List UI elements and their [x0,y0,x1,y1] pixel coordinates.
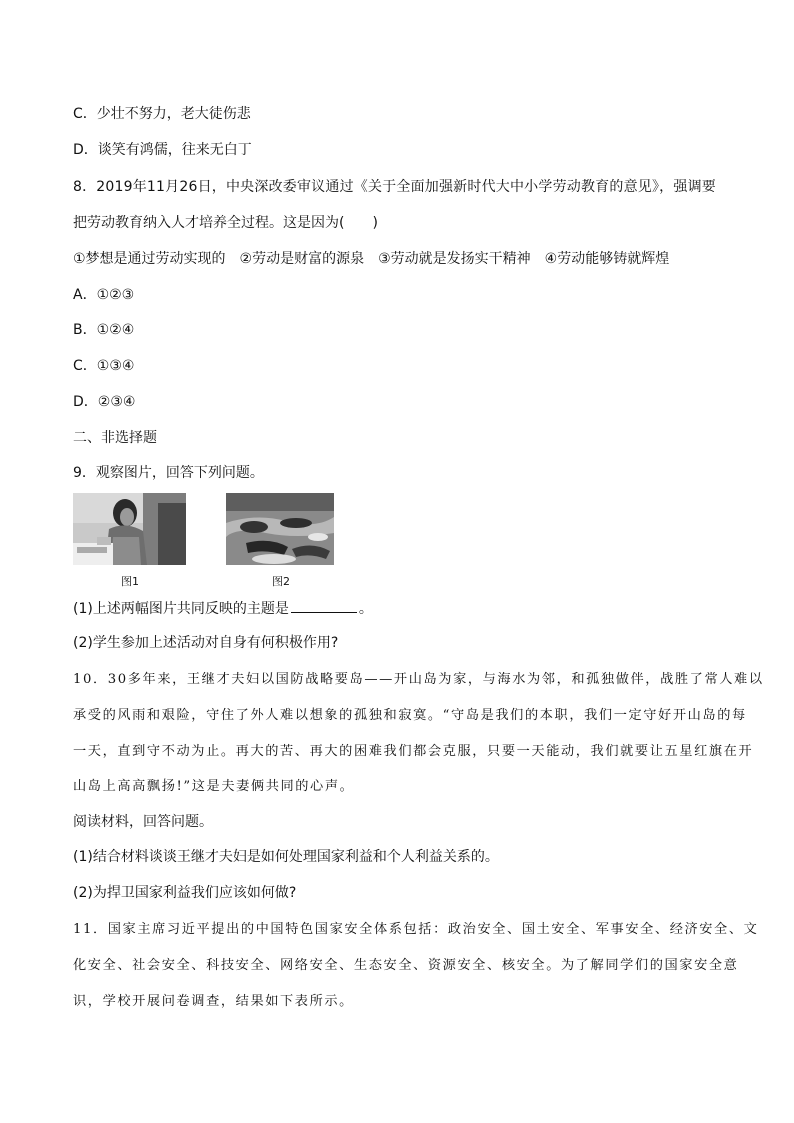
q10-para-line3: 一天，直到守不动为止。再大的苦、再大的困难我们都会克服，只要一天能动，我们就要让五星红旗在开 [73,744,754,759]
figure-2-photo [226,493,334,565]
answer-blank[interactable] [291,598,357,613]
figure-1-photo [73,493,186,565]
q11-para-line2: 化安全、社会安全、科技安全、网络安全、生态安全、资源安全、核安全。为了解同学们的国家安全意 [73,958,739,973]
q9-sub1-end: 。 [358,601,373,617]
q10-sub1: (1)结合材料谈谈王继才夫妇是如何处理国家利益和个人利益关系的。 [73,849,499,865]
q8-stem-line2: 把劳动教育纳入人才培养全过程。这是因为( ) [73,215,378,231]
q10-para-line4: 山岛上高高飘扬!”这是夫妻俩共同的心声。 [73,779,355,794]
q8-option-c: C．①③④ [73,358,135,374]
q9-stem: 9．观察图片，回答下列问题。 [73,465,264,481]
q10-para-line2: 承受的风雨和艰险，守住了外人难以想象的孤独和寂寞。“守岛是我们的本职，我们一定守好开山岛的每 [73,708,747,723]
q9-sub1 [73,598,373,619]
q8-statements: ①梦想是通过劳动实现的 ②劳动是财富的源泉 ③劳动就是发扬实干精神 ④劳动能够铸就辉煌 [73,251,670,267]
q7-option-c: C．少壮不努力，老大徒伤悲 [73,106,251,122]
q10-sub2: (2)为捍卫国家利益我们应该如何做? [73,885,297,901]
q7-option-d: D．谈笑有鸿儒，往来无白丁 [73,142,252,158]
q8-option-b: B．①②④ [73,322,135,338]
q11-para-line3: 识，学校开展问卷调查，结果如下表所示。 [73,994,354,1009]
figure-1-caption: 图1 [121,575,139,588]
q8-stem-line1: 8．2019年11月26日，中央深改委审议通过《关于全面加强新时代大中小学劳动教育的意见》，强调要 [73,179,716,195]
q8-option-d: D．②③④ [73,394,136,410]
q11-para-line1: 11．国家主席习近平提出的中国特色国家安全体系包括：政治安全、国土安全、军事安全、经济安全、文 [73,922,759,937]
q9-sub1-text: (1)上述两幅图片共同反映的主题是 [73,601,289,617]
q10-prompt: 阅读材料，回答问题。 [73,814,213,830]
figure-2-caption: 图2 [272,575,290,588]
q10-para-line1: 10．30多年来，王继才夫妇以国防战略要岛——开山岛为家，与海水为邻，和孤独做伴，战胜了常人难以 [73,672,764,687]
q9-sub2: (2)学生参加上述活动对自身有何积极作用? [73,635,339,651]
section-title: 二、非选择题 [73,430,157,446]
q8-option-a: A．①②③ [73,287,135,303]
